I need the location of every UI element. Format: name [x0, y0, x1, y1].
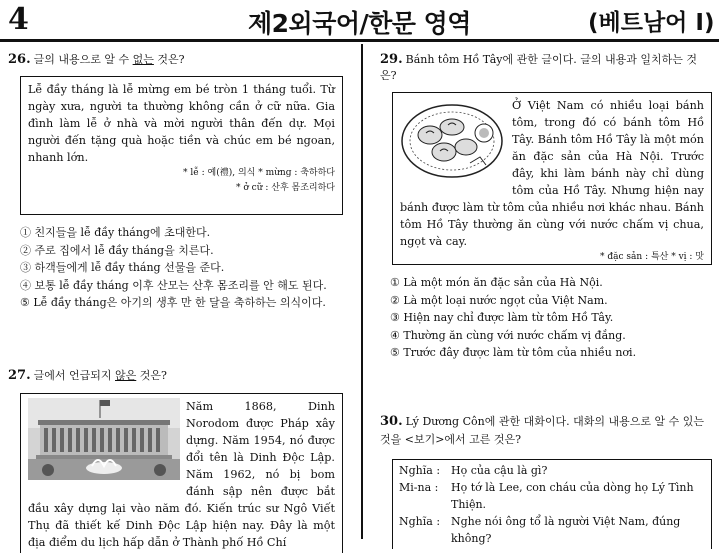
q29-passage: Ở Việt Nam có nhiều loại bánh tôm, trong đó có bánh tôm Hồ Tây. Bánh tôm Hồ Tây là một món ăn đặc sản của Hà Nội. Trước đây, khi làm bánh này chỉ dùng tôm của Hồ Tây. Nhưng hiện nay bánh được làm từ tôm của nhiều nơi khác nhau. Bánh tôm Hồ Tây thường ăn cùng với nước chấm vị chua, ngọt và cay.	[400, 99, 704, 248]
q27-prompt-underlined: 않은	[115, 369, 137, 382]
q29-gloss: * đặc sản : 특산 * vị : 맛	[600, 252, 704, 262]
q26-option-3[interactable]: ③ 하객들에게 lễ đầy tháng 선물을 준다.	[20, 261, 225, 275]
column-divider	[361, 44, 363, 539]
q26-prompt-underlined: 없는	[132, 53, 154, 66]
q26-passage: Lễ đầy tháng là lễ mừng em bé tròn 1 tháng tuổi. Từ ngày xưa, người ta thường không cần ở cữ nữa. Gia đình làm lễ ở nhà và mời người thân đến dự. Mọi người đến tặng quà hoặc tiền và chúc em bé ngoan, nhanh lớn.	[28, 83, 335, 164]
q29-options	[390, 274, 714, 362]
q26-option-4[interactable]: ④ 보통 lễ đầy tháng 이후 산모는 산후 몸조리를 안 해도 된다.	[20, 278, 327, 292]
q29-option-3[interactable]: ③ Hiện nay chỉ được làm từ tôm Hồ Tây.	[390, 311, 614, 325]
dialog-text: Họ của cậu là gì?	[451, 464, 548, 477]
q26-prompt	[8, 52, 353, 68]
q30-number: 30.	[380, 414, 403, 429]
dialog-text: Họ tớ là Lee, con cháu của dòng họ Lý Tình Thiện.	[451, 481, 694, 511]
q29-option-4[interactable]: ④ Thường ăn cùng với nước chấm vị đắng.	[390, 328, 626, 342]
q27-passage: Năm 1868, Dinh Norodom được Pháp xây dựng. Năm 1954, nó được đổi tên là Dinh Độc Lập. Năm 1962, nó bị bom đánh sập nên được bắt đầu xây dựng lại vào năm đó. Kiến trúc sư Ngô Viết Thụ đã thiết kế Dinh Độc Lập hiện nay. Đây là một địa điểm du lịch hấp dẫn ở Thành phố Hồ Chí	[28, 400, 335, 549]
q27-prompt	[8, 368, 353, 384]
dialog-speaker: Nghĩa :	[399, 515, 441, 528]
header-rule	[0, 39, 719, 42]
q30-dialog-box	[392, 459, 712, 549]
dialog-line	[399, 462, 705, 479]
q29-prompt-text: Bánh tôm Hồ Tây에 관한 글이다. 글의 내용과 일치하는 것은?	[380, 53, 698, 82]
dialog-text: Nghe nói ông tổ là người Việt Nam, đúng không?	[451, 515, 681, 545]
q27-number: 27.	[8, 368, 31, 383]
palace-photo	[28, 398, 180, 485]
dialog-speaker: Mi-na :	[399, 481, 439, 494]
q30-prompt	[380, 413, 712, 449]
q26-prompt-text: 글의 내용으로 알 수	[33, 53, 133, 66]
q29-passage-box	[392, 92, 712, 265]
q27-prompt-end: 것은?	[136, 369, 167, 382]
dialog-speaker: Nghĩa :	[399, 464, 441, 477]
q26-options	[20, 224, 355, 312]
q26-number: 26.	[8, 52, 31, 67]
q26-prompt-end: 것은?	[153, 53, 185, 66]
dialog-line	[399, 513, 705, 547]
q29-option-5[interactable]: ⑤ Trước đây được làm từ tôm của nhiều nơi.	[390, 346, 637, 360]
q26-option-1[interactable]: ① 친지들을 lễ đầy tháng에 초대한다.	[20, 226, 211, 239]
q26-option-5[interactable]: ⑤ Lễ đầy tháng은 아기의 생후 만 한 달을 축하하는 의식이다.	[20, 296, 326, 310]
exam-title: 제2외국어/한문 영역	[248, 9, 471, 38]
q27-prompt-text: 글에서 언급되지	[33, 369, 115, 382]
q26-gloss-2: * ở cữ : 산후 몸조리하다	[236, 183, 335, 193]
exam-language: (베트남어 I)	[588, 10, 715, 36]
q27-passage-box	[20, 393, 343, 553]
page-number: 4	[8, 2, 29, 37]
q29-prompt	[380, 52, 712, 84]
q26-option-2[interactable]: ② 주로 집에서 lễ đầy tháng을 치른다.	[20, 243, 214, 257]
q26-gloss-1: * lễ : 예(禮), 의식 * mừng : 축하하다	[183, 168, 335, 178]
q26-passage-box	[20, 76, 343, 215]
q29-option-2[interactable]: ② Là một loại nước ngọt của Việt Nam.	[390, 293, 608, 307]
shrimp-cake-illustration	[400, 97, 504, 186]
dialog-line	[399, 479, 705, 513]
q29-number: 29.	[380, 52, 403, 67]
q29-option-1[interactable]: ① Là một món ăn đặc sản của Hà Nội.	[390, 276, 603, 289]
q30-prompt-text: Lý Dương Côn에 관한 대화이다. 대화의 내용으로 알 수 있는 것을 <보기>에서 고른 것은?	[380, 415, 704, 446]
